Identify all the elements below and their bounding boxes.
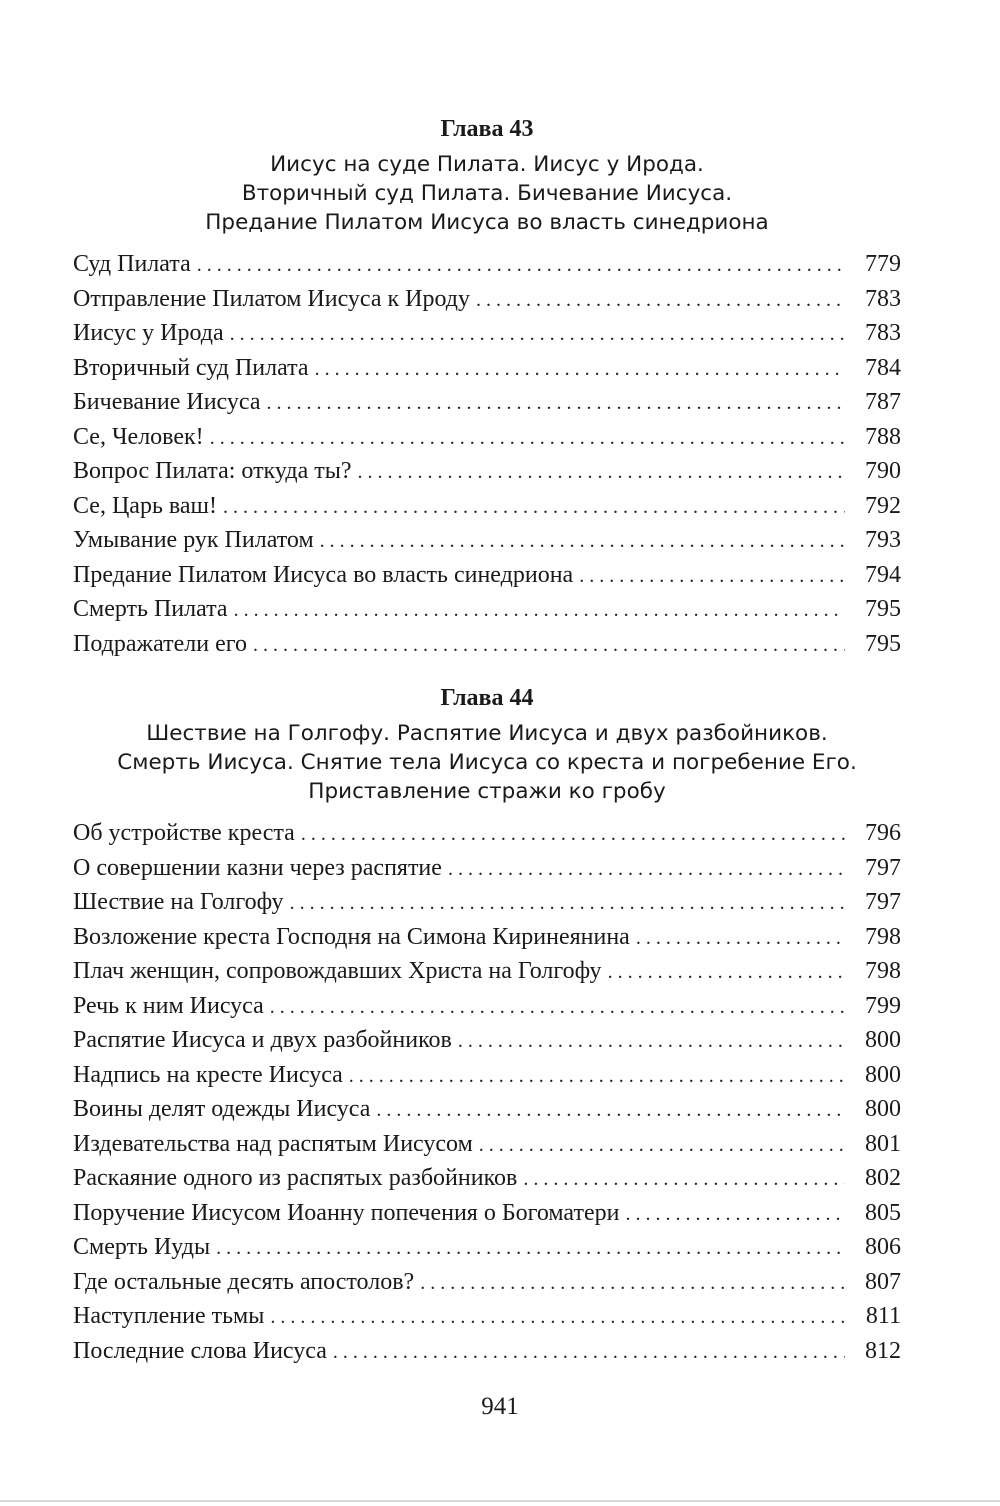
toc-entry[interactable]	[73, 523, 901, 558]
toc-entry-title: Наступление тьмы	[73, 1303, 265, 1329]
toc-entry-title: Плач женщин, сопровождавших Христа на Голгофу	[73, 958, 602, 984]
toc-entry-title: Об устройстве креста	[73, 820, 295, 846]
toc-entry[interactable]	[73, 282, 901, 317]
toc-entry-page: 792	[865, 492, 901, 519]
toc-entry-title: Иисус у Ирода	[73, 320, 224, 346]
toc-entry[interactable]	[73, 1058, 901, 1093]
page-number: 941	[481, 1393, 519, 1420]
dot-leader	[270, 1300, 845, 1335]
toc-entry[interactable]	[73, 351, 901, 386]
toc-entry[interactable]	[73, 989, 901, 1024]
toc-entry-page: 800	[865, 1027, 901, 1053]
toc-entry-page: 799	[865, 992, 901, 1019]
dot-leader	[376, 1093, 845, 1128]
toc-entry-title: Возложение креста Господня на Симона Киринеянина	[73, 923, 630, 950]
toc-entry[interactable]	[73, 816, 901, 851]
dot-leader	[458, 1024, 845, 1059]
subtitle-line: Предание Пилатом Иисуса во власть синедриона	[205, 210, 769, 235]
scan-edge-divider	[0, 1500, 1000, 1502]
toc-entry-page: 795	[865, 596, 901, 622]
toc-entry[interactable]	[73, 1196, 901, 1231]
subtitle-line: Иисус на суде Пилата. Иисус у Ирода.	[270, 152, 704, 177]
toc-entry[interactable]	[73, 885, 901, 920]
toc-entry-title: Распятие Иисуса и двух разбойников	[73, 1027, 452, 1053]
dot-leader	[210, 421, 845, 456]
dot-leader	[270, 990, 845, 1025]
chapter-title: Глава 43	[440, 116, 534, 142]
toc-entry-page: 800	[865, 1096, 901, 1122]
dot-leader	[216, 1231, 845, 1266]
toc-entry-page: 784	[865, 354, 901, 381]
toc-entry-title: Смерть Иуды	[73, 1234, 211, 1260]
toc-entry-page: 779	[865, 251, 901, 277]
toc-entry-title: Где остальные десять апостолов?	[73, 1268, 415, 1295]
toc-entry-page: 811	[865, 1303, 901, 1329]
toc-entry[interactable]	[73, 1230, 901, 1265]
toc-entry[interactable]	[73, 954, 901, 989]
dot-leader	[420, 1266, 845, 1301]
chapter-title: Глава 44	[440, 685, 534, 711]
dot-leader	[266, 386, 845, 421]
toc-entry-title: Последние слова Иисуса	[73, 1337, 327, 1364]
toc-list	[73, 816, 901, 1368]
toc-entry-page: 796	[865, 820, 901, 846]
dot-leader	[290, 886, 845, 921]
chapter-43	[73, 112, 901, 661]
toc-entry-page: 787	[865, 389, 901, 415]
toc-entry[interactable]	[73, 851, 901, 886]
toc-entry-title: Речь к ним Иисуса	[73, 992, 264, 1019]
dot-leader	[333, 1335, 845, 1370]
toc-entry[interactable]	[73, 454, 901, 489]
dot-leader	[448, 852, 845, 887]
toc-entry[interactable]	[73, 592, 901, 627]
subtitle-line: Приставление стражи ко гробу	[308, 779, 666, 804]
toc-entry[interactable]	[73, 920, 901, 955]
dot-leader	[523, 1162, 845, 1197]
subtitle-line: Смерть Иисуса. Снятие тела Иисуса со креста и погребение Его.	[117, 750, 857, 775]
toc-entry-title: Суд Пилата	[73, 251, 191, 277]
chapter-subtitle	[73, 150, 901, 237]
dot-leader	[608, 955, 845, 990]
toc-entry-title: Раскаяние одного из распятых разбойников	[73, 1165, 518, 1191]
toc-entry-title: Подражатели его	[73, 630, 247, 657]
toc-entry[interactable]	[73, 247, 901, 282]
toc-entry-page: 805	[865, 1199, 901, 1226]
toc-entry-page: 812	[865, 1337, 901, 1364]
toc-entry-page: 797	[865, 854, 901, 881]
toc-entry-title: Бичевание Иисуса	[73, 389, 261, 415]
toc-entry[interactable]	[73, 385, 901, 420]
toc-entry-page: 794	[865, 561, 901, 588]
toc-entry[interactable]	[73, 1299, 901, 1334]
toc-entry-page: 797	[865, 889, 901, 915]
toc-entry-page: 790	[865, 458, 901, 484]
chapter-subtitle	[73, 719, 901, 806]
toc-entry[interactable]	[73, 1127, 901, 1162]
toc-entry[interactable]	[73, 558, 901, 593]
table-of-contents	[73, 112, 901, 1368]
dot-leader	[315, 352, 845, 387]
toc-entry-title: Вторичный суд Пилата	[73, 354, 309, 381]
toc-entry-title: Поручение Иисусом Иоанну попечения о Богоматери	[73, 1199, 620, 1226]
dot-leader	[476, 283, 845, 318]
chapter-divider	[73, 661, 901, 681]
toc-entry-page: 798	[865, 958, 901, 984]
dot-leader	[636, 921, 845, 956]
toc-entry[interactable]	[73, 420, 901, 455]
toc-entry-title: Отправление Пилатом Иисуса к Ироду	[73, 285, 471, 312]
dot-leader	[197, 248, 845, 283]
dot-leader	[349, 1059, 845, 1094]
toc-entry-page: 788	[865, 423, 901, 450]
dot-leader	[579, 559, 845, 594]
dot-leader	[253, 628, 845, 663]
toc-entry[interactable]	[73, 1334, 901, 1369]
subtitle-line: Шествие на Голгофу. Распятие Иисуса и двух разбойников.	[146, 721, 828, 746]
toc-entry-page: 801	[865, 1130, 901, 1157]
toc-entry[interactable]	[73, 1161, 901, 1196]
toc-entry-title: Надпись на кресте Иисуса	[73, 1061, 343, 1088]
toc-entry-title: Се, Человек!	[73, 423, 204, 450]
toc-entry-page: 800	[865, 1061, 901, 1088]
toc-entry-title: Шествие на Голгофу	[73, 889, 284, 915]
toc-entry-title: Се, Царь ваш!	[73, 492, 218, 519]
toc-entry[interactable]	[73, 1265, 901, 1300]
toc-entry[interactable]	[73, 316, 901, 351]
dot-leader	[358, 455, 846, 490]
toc-entry-title: О совершении казни через распятие	[73, 854, 442, 881]
toc-list	[73, 247, 901, 661]
toc-entry-title: Воины делят одежды Иисуса	[73, 1096, 371, 1122]
toc-entry-title: Предание Пилатом Иисуса во власть синедриона	[73, 561, 574, 588]
dot-leader	[234, 593, 845, 628]
toc-entry-page: 783	[865, 285, 901, 312]
toc-entry-page: 783	[865, 320, 901, 346]
chapter-44	[73, 681, 901, 1368]
subtitle-line: Вторичный суд Пилата. Бичевание Иисуса.	[241, 181, 733, 206]
toc-entry[interactable]	[73, 1023, 901, 1058]
toc-entry-page: 806	[865, 1234, 901, 1260]
dot-leader	[230, 317, 845, 352]
dot-leader	[479, 1128, 845, 1163]
toc-entry[interactable]	[73, 489, 901, 524]
toc-entry-page: 807	[865, 1268, 901, 1295]
toc-entry-title: Издевательства над распятым Иисусом	[73, 1130, 473, 1157]
dot-leader	[301, 817, 845, 852]
toc-entry-page: 798	[865, 923, 901, 950]
toc-entry-page: 795	[865, 630, 901, 657]
toc-entry-page: 793	[865, 527, 901, 553]
toc-entry[interactable]	[73, 1092, 901, 1127]
dot-leader	[223, 490, 845, 525]
toc-entry-title: Умывание рук Пилатом	[73, 527, 314, 553]
toc-entry[interactable]	[73, 627, 901, 662]
toc-entry-title: Смерть Пилата	[73, 596, 228, 622]
dot-leader	[320, 524, 845, 559]
toc-entry-title: Вопрос Пилата: откуда ты?	[73, 458, 352, 484]
toc-entry-page: 802	[865, 1165, 901, 1191]
dot-leader	[625, 1197, 845, 1232]
